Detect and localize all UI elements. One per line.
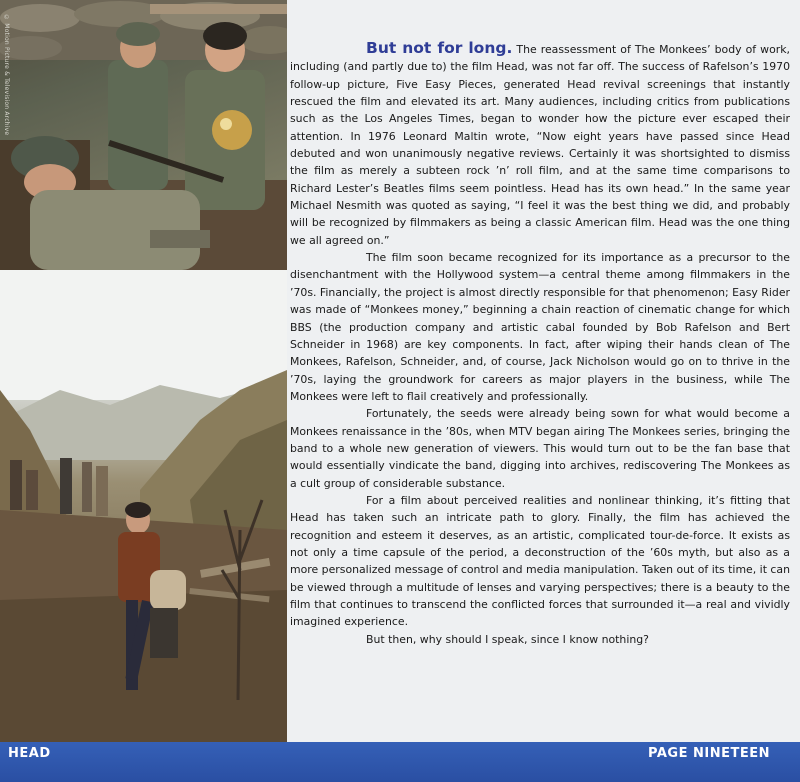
paragraph-2: The film soon became recognized for its importance as a precursor to the disenchantment with the Hollywood system—a central theme among filmmakers in the ’70s. Financially, the project is almost directly responsible for that phenomenon; Easy Rider was made of “Monkees money,” beginning a chain reaction of cinematic change for which BBS (the production company and artistic cabal founded by Bob Rafelson and Bert Schneider in 1968) are key components. In fact, after wiping their hands clean of The Monkees, Rafelson, Schneider, and, of course, Jack Nicholson would go on to thrive in the ’70s, laying the groundwork for careers as major players in the business, while The Monkees were left to flail creatively and professionally.	[290, 251, 790, 403]
paragraph-1-text: The reassessment of The Monkees’ body of work, including (and partly due to) the film Head, was not far off. The success of Rafelson’s 1970 follow-up picture, Five Easy Pieces, generated Head revival screenings that instantly rescued the film and elevated its art. Many audiences, including critics from publications such as the Los Angeles Times, began to wonder how the picture ever escaped their attention. In 1976 Leonard Maltin wrote, “Now eight years have passed since Head debuted and won unanimously negative reviews. Certainly it was shortsighted to dismiss the film as merely a subteen rock ’n’ roll film, and at the same time comparisons to Richard Lester’s Beatles films seem pointless. Head has its own head.” In the same year Michael Nesmith was quoted as saying, “I feel it was the best thing we did, and probably will be recognized by filmmakers as being a classic American film. Head was the one thing we all agreed on.”	[290, 43, 790, 247]
paragraph-5: But then, why should I speak, since I know nothing?	[366, 632, 649, 646]
landscape-photo-illustration	[0, 270, 287, 742]
paragraph-3: Fortunately, the seeds were already being sown for what would become a Monkees renaissance in the ’80s, when MTV began airing The Monkees series, bringing the band to a whole new generation of viewers. This would turn out to be the fan base that would essentially vindicate the band, digging into archives, rediscovering The Monkees as a cult group of considerable substance.	[290, 407, 790, 490]
lead-heading: But not for long.	[366, 39, 513, 57]
article-body	[290, 40, 790, 648]
footer-title: HEAD	[8, 746, 51, 761]
paragraph-4: For a film about perceived realities and nonlinear thinking, it’s fitting that Head has taken such an intricate path to glory. Finally, the film has achieved the recognition and esteem it deserves, as an artistic, complicated tour-de-force. It exists as not only a time capsule of the period, a deconstruction of the ’60s myth, but also as a more personalized message of control and media manipulation. Taken out of its time, it can be viewed through a multitude of lenses and varying perspectives; there is a beauty to the film that continues to transcend the conflicted forces that surrounded it—a real and vividly imagined experience.	[290, 493, 790, 629]
trench-photo-illustration	[0, 0, 287, 270]
page-number: PAGE NINETEEN	[648, 746, 770, 761]
photo-credit: © Motion Picture & Television Archive	[3, 14, 10, 136]
paragraph-1	[290, 40, 790, 249]
footer-bar	[0, 742, 800, 782]
landscape-photo	[0, 270, 287, 742]
trench-photo	[0, 0, 287, 270]
